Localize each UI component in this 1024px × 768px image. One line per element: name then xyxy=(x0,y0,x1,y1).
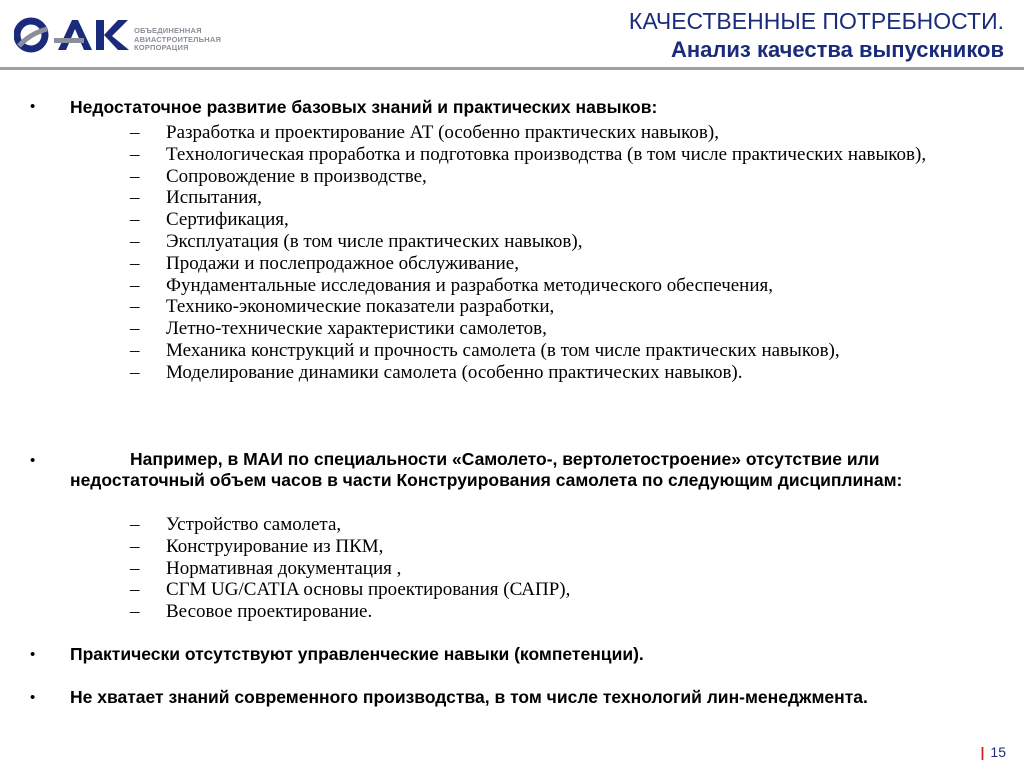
list-item: – Эксплуатация (в том числе практических навыков), xyxy=(166,231,966,253)
logo-line: АВИАСТРОИТЕЛЬНАЯ xyxy=(134,34,222,44)
section-heading: Например, в МАИ по специальности «Самолето-, вертолетостроение» отсутствие или недостаточный объем часов в части Конструирования самолета по следующим дисциплинам: xyxy=(70,449,903,490)
list-item: – Технологическая проработка и подготовка производства (в том числе практических навыков), xyxy=(166,144,966,166)
title-line-1: КАЧЕСТВЕННЫЕ ПОТРЕБНОСТИ. xyxy=(628,8,1004,34)
sublist xyxy=(166,122,966,384)
list-item: – Конструирование из ПКМ, xyxy=(166,536,966,558)
header-divider xyxy=(0,67,1024,70)
section-heading: Не хватает знаний современного производства, в том числе технологий лин-менеджмента. xyxy=(70,687,868,707)
bullet: • xyxy=(30,98,36,115)
list-item: – Технико-экономические показатели разработки, xyxy=(166,296,966,318)
list-item: – Разработка и проектирование АТ (особенно практических навыков), xyxy=(166,122,966,144)
logo-line: КОРПОРАЦИЯ xyxy=(134,43,189,52)
list-item: – Фундаментальные исследования и разработка методического обеспечения, xyxy=(166,275,966,297)
logo-caption xyxy=(134,27,221,53)
list-item: – Продажи и послепродажное обслуживание, xyxy=(166,253,966,275)
list-item: – Механика конструкций и прочность самолета (в том числе практических навыков), xyxy=(166,340,966,362)
list-item: – Сопровождение в производстве, xyxy=(166,166,966,188)
bullet: • xyxy=(30,452,36,469)
list-item: – Устройство самолета, xyxy=(166,514,966,536)
oak-logo-icon xyxy=(14,16,130,54)
list-item: – Сертификация, xyxy=(166,209,966,231)
bullet: • xyxy=(30,689,36,706)
company-logo xyxy=(14,16,222,58)
section-heading: Практически отсутствуют управленческие навыки (компетенции). xyxy=(70,644,644,664)
list-item: – Моделирование динамики самолета (особенно практических навыков). xyxy=(166,362,966,384)
list-item: – Нормативная документация , xyxy=(166,558,966,580)
section-heading: Недостаточное развитие базовых знаний и практических навыков: xyxy=(70,97,658,117)
page-separator: | xyxy=(980,744,985,760)
list-item: – Испытания, xyxy=(166,187,966,209)
list-item: – Летно-технические характеристики самолетов, xyxy=(166,318,966,340)
page-number-value: 15 xyxy=(990,744,1006,760)
slide-title xyxy=(629,7,1004,64)
logo-line: ОБЪЕДИНЕННАЯ xyxy=(134,26,202,35)
title-line-2: Анализ качества выпускников xyxy=(671,37,1004,62)
list-item: – CГМ UG/CATIA основы проектирования (САПР), xyxy=(166,579,966,601)
page-number xyxy=(981,744,1007,760)
list-item: – Весовое проектирование. xyxy=(166,601,966,623)
bullet: • xyxy=(30,646,36,663)
sublist xyxy=(166,514,966,623)
